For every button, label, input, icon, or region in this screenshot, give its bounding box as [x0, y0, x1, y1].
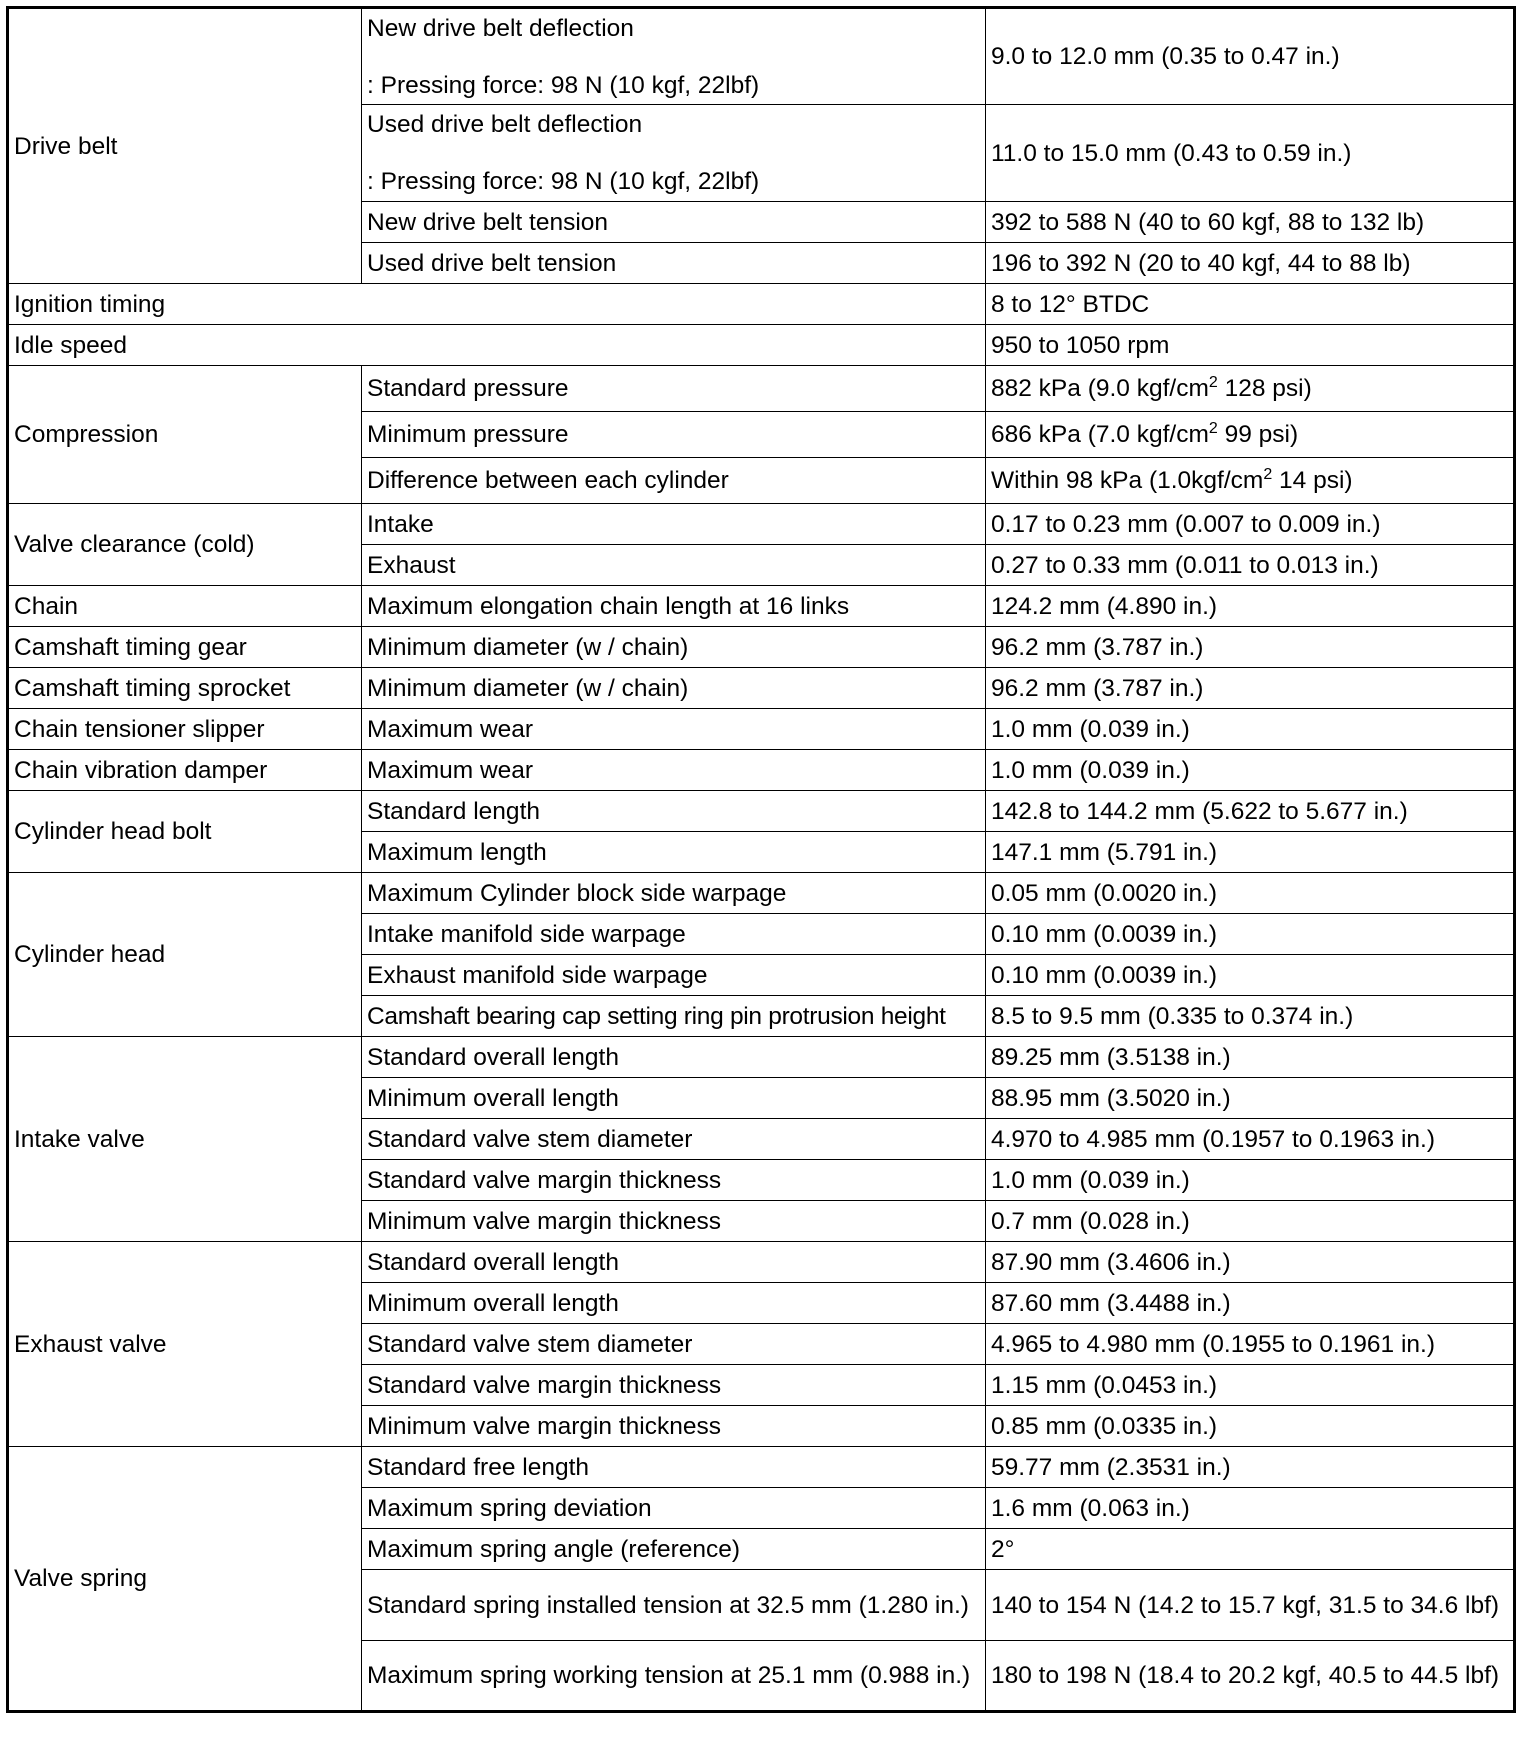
group-label: Compression	[8, 366, 362, 504]
spec-item: Standard pressure	[362, 366, 986, 412]
table-row	[8, 504, 1515, 545]
group-label: Intake valve	[8, 1037, 362, 1242]
spec-value: 4.965 to 4.980 mm (0.1955 to 0.1961 in.)	[986, 1324, 1515, 1365]
group-label: Camshaft timing sprocket	[8, 668, 362, 709]
group-label: Chain vibration damper	[8, 750, 362, 791]
table-row	[8, 8, 1515, 105]
table-row	[8, 366, 1515, 412]
group-label: Camshaft timing gear	[8, 627, 362, 668]
spec-item: Maximum wear	[362, 709, 986, 750]
table-row	[8, 1447, 1515, 1488]
group-label: Cylinder head bolt	[8, 791, 362, 873]
spec-item: Minimum overall length	[362, 1283, 986, 1324]
spec-value: 9.0 to 12.0 mm (0.35 to 0.47 in.)	[986, 8, 1515, 105]
spec-value: 0.05 mm (0.0020 in.)	[986, 873, 1515, 914]
table-row	[8, 284, 1515, 325]
spec-item: Standard free length	[362, 1447, 986, 1488]
spec-value: 87.90 mm (3.4606 in.)	[986, 1242, 1515, 1283]
group-label: Exhaust valve	[8, 1242, 362, 1447]
spec-item: Standard valve stem diameter	[362, 1119, 986, 1160]
spec-item: Minimum pressure	[362, 412, 986, 458]
spec-value: 1.6 mm (0.063 in.)	[986, 1488, 1515, 1529]
spec-value: 87.60 mm (3.4488 in.)	[986, 1283, 1515, 1324]
spec-value: 4.970 to 4.985 mm (0.1957 to 0.1963 in.)	[986, 1119, 1515, 1160]
table-row	[8, 1037, 1515, 1078]
spec-item: Standard valve margin thickness	[362, 1365, 986, 1406]
spec-item: Camshaft bearing cap setting ring pin protrusion height	[362, 996, 986, 1037]
spec-value: 11.0 to 15.0 mm (0.43 to 0.59 in.)	[986, 105, 1515, 202]
group-label: Valve spring	[8, 1447, 362, 1712]
group-label: Cylinder head	[8, 873, 362, 1037]
spec-value: 882 kPa (9.0 kgf/$cm^2$ 128 psi)	[986, 366, 1515, 412]
spec-item: Maximum Cylinder block side warpage	[362, 873, 986, 914]
spec-item: Exhaust manifold side warpage	[362, 955, 986, 996]
group-label: Drive belt	[8, 8, 362, 284]
table-row	[8, 627, 1515, 668]
spec-item: Used drive belt tension	[362, 243, 986, 284]
spec-item: Standard overall length	[362, 1037, 986, 1078]
spec-value: 0.10 mm (0.0039 in.)	[986, 955, 1515, 996]
spec-value: 950 to 1050 rpm	[986, 325, 1515, 366]
spec-item: Minimum valve margin thickness	[362, 1406, 986, 1447]
spec-value: 142.8 to 144.2 mm (5.622 to 5.677 in.)	[986, 791, 1515, 832]
spec-value: 0.85 mm (0.0335 in.)	[986, 1406, 1515, 1447]
spec-item: Intake manifold side warpage	[362, 914, 986, 955]
spec-value: 180 to 198 N (18.4 to 20.2 kgf, 40.5 to 44.5 lbf)	[986, 1641, 1515, 1712]
spec-value: 392 to 588 N (40 to 60 kgf, 88 to 132 lb)	[986, 202, 1515, 243]
table-row	[8, 325, 1515, 366]
table-row	[8, 873, 1515, 914]
spec-item: Standard overall length	[362, 1242, 986, 1283]
group-label: Idle speed	[8, 325, 986, 366]
spec-value: 686 kPa (7.0 kgf/$cm^2$ 99 psi)	[986, 412, 1515, 458]
table-row	[8, 1242, 1515, 1283]
spec-item: Maximum spring working tension at 25.1 mm (0.988 in.)	[362, 1641, 986, 1712]
spec-value: 1.15 mm (0.0453 in.)	[986, 1365, 1515, 1406]
table-row	[8, 709, 1515, 750]
spec-item: Maximum wear	[362, 750, 986, 791]
specifications-table	[6, 6, 1516, 1713]
spec-item: Used drive belt deflection : Pressing force: 98 N (10 kgf, 22lbf)	[362, 105, 986, 202]
spec-item: Maximum elongation chain length at 16 links	[362, 586, 986, 627]
spec-item: Maximum spring angle (reference)	[362, 1529, 986, 1570]
spec-value: 96.2 mm (3.787 in.)	[986, 668, 1515, 709]
spec-item: Standard valve margin thickness	[362, 1160, 986, 1201]
group-label: Ignition timing	[8, 284, 986, 325]
spec-item: Standard spring installed tension at 32.5 mm (1.280 in.)	[362, 1570, 986, 1641]
spec-value: 147.1 mm (5.791 in.)	[986, 832, 1515, 873]
spec-value: 0.10 mm (0.0039 in.)	[986, 914, 1515, 955]
spec-item: Standard length	[362, 791, 986, 832]
spec-value: 0.7 mm (0.028 in.)	[986, 1201, 1515, 1242]
spec-value: 8.5 to 9.5 mm (0.335 to 0.374 in.)	[986, 996, 1515, 1037]
spec-value: 89.25 mm (3.5138 in.)	[986, 1037, 1515, 1078]
spec-value: Within 98 kPa ($1.0kgf/cm^2$ 14 psi)	[986, 458, 1515, 504]
spec-item: Minimum diameter (w / chain)	[362, 627, 986, 668]
table-row	[8, 586, 1515, 627]
spec-value: 0.17 to 0.23 mm (0.007 to 0.009 in.)	[986, 504, 1515, 545]
table-row	[8, 668, 1515, 709]
spec-value: 1.0 mm (0.039 in.)	[986, 1160, 1515, 1201]
spec-value: 140 to 154 N (14.2 to 15.7 kgf, 31.5 to 34.6 lbf)	[986, 1570, 1515, 1641]
group-label: Chain tensioner slipper	[8, 709, 362, 750]
spec-value: 2°	[986, 1529, 1515, 1570]
spec-item: Maximum length	[362, 832, 986, 873]
spec-item: Exhaust	[362, 545, 986, 586]
spec-value: 124.2 mm (4.890 in.)	[986, 586, 1515, 627]
spec-value: 1.0 mm (0.039 in.)	[986, 750, 1515, 791]
spec-item: Minimum diameter (w / chain)	[362, 668, 986, 709]
group-label: Chain	[8, 586, 362, 627]
spec-item: Difference between each cylinder	[362, 458, 986, 504]
spec-value: 0.27 to 0.33 mm (0.011 to 0.013 in.)	[986, 545, 1515, 586]
spec-item: Maximum spring deviation	[362, 1488, 986, 1529]
spec-item: Intake	[362, 504, 986, 545]
spec-value: 59.77 mm (2.3531 in.)	[986, 1447, 1515, 1488]
spec-item: Minimum valve margin thickness	[362, 1201, 986, 1242]
spec-value: 1.0 mm (0.039 in.)	[986, 709, 1515, 750]
spec-item: New drive belt deflection : Pressing force: 98 N (10 kgf, 22lbf)	[362, 8, 986, 105]
spec-item: New drive belt tension	[362, 202, 986, 243]
spec-value: 88.95 mm (3.5020 in.)	[986, 1078, 1515, 1119]
spec-item: Minimum overall length	[362, 1078, 986, 1119]
spec-value: 196 to 392 N (20 to 40 kgf, 44 to 88 lb)	[986, 243, 1515, 284]
spec-value: 96.2 mm (3.787 in.)	[986, 627, 1515, 668]
spec-item: Standard valve stem diameter	[362, 1324, 986, 1365]
group-label: Valve clearance (cold)	[8, 504, 362, 586]
spec-value: 8 to 12° BTDC	[986, 284, 1515, 325]
table-row	[8, 750, 1515, 791]
table-row	[8, 791, 1515, 832]
